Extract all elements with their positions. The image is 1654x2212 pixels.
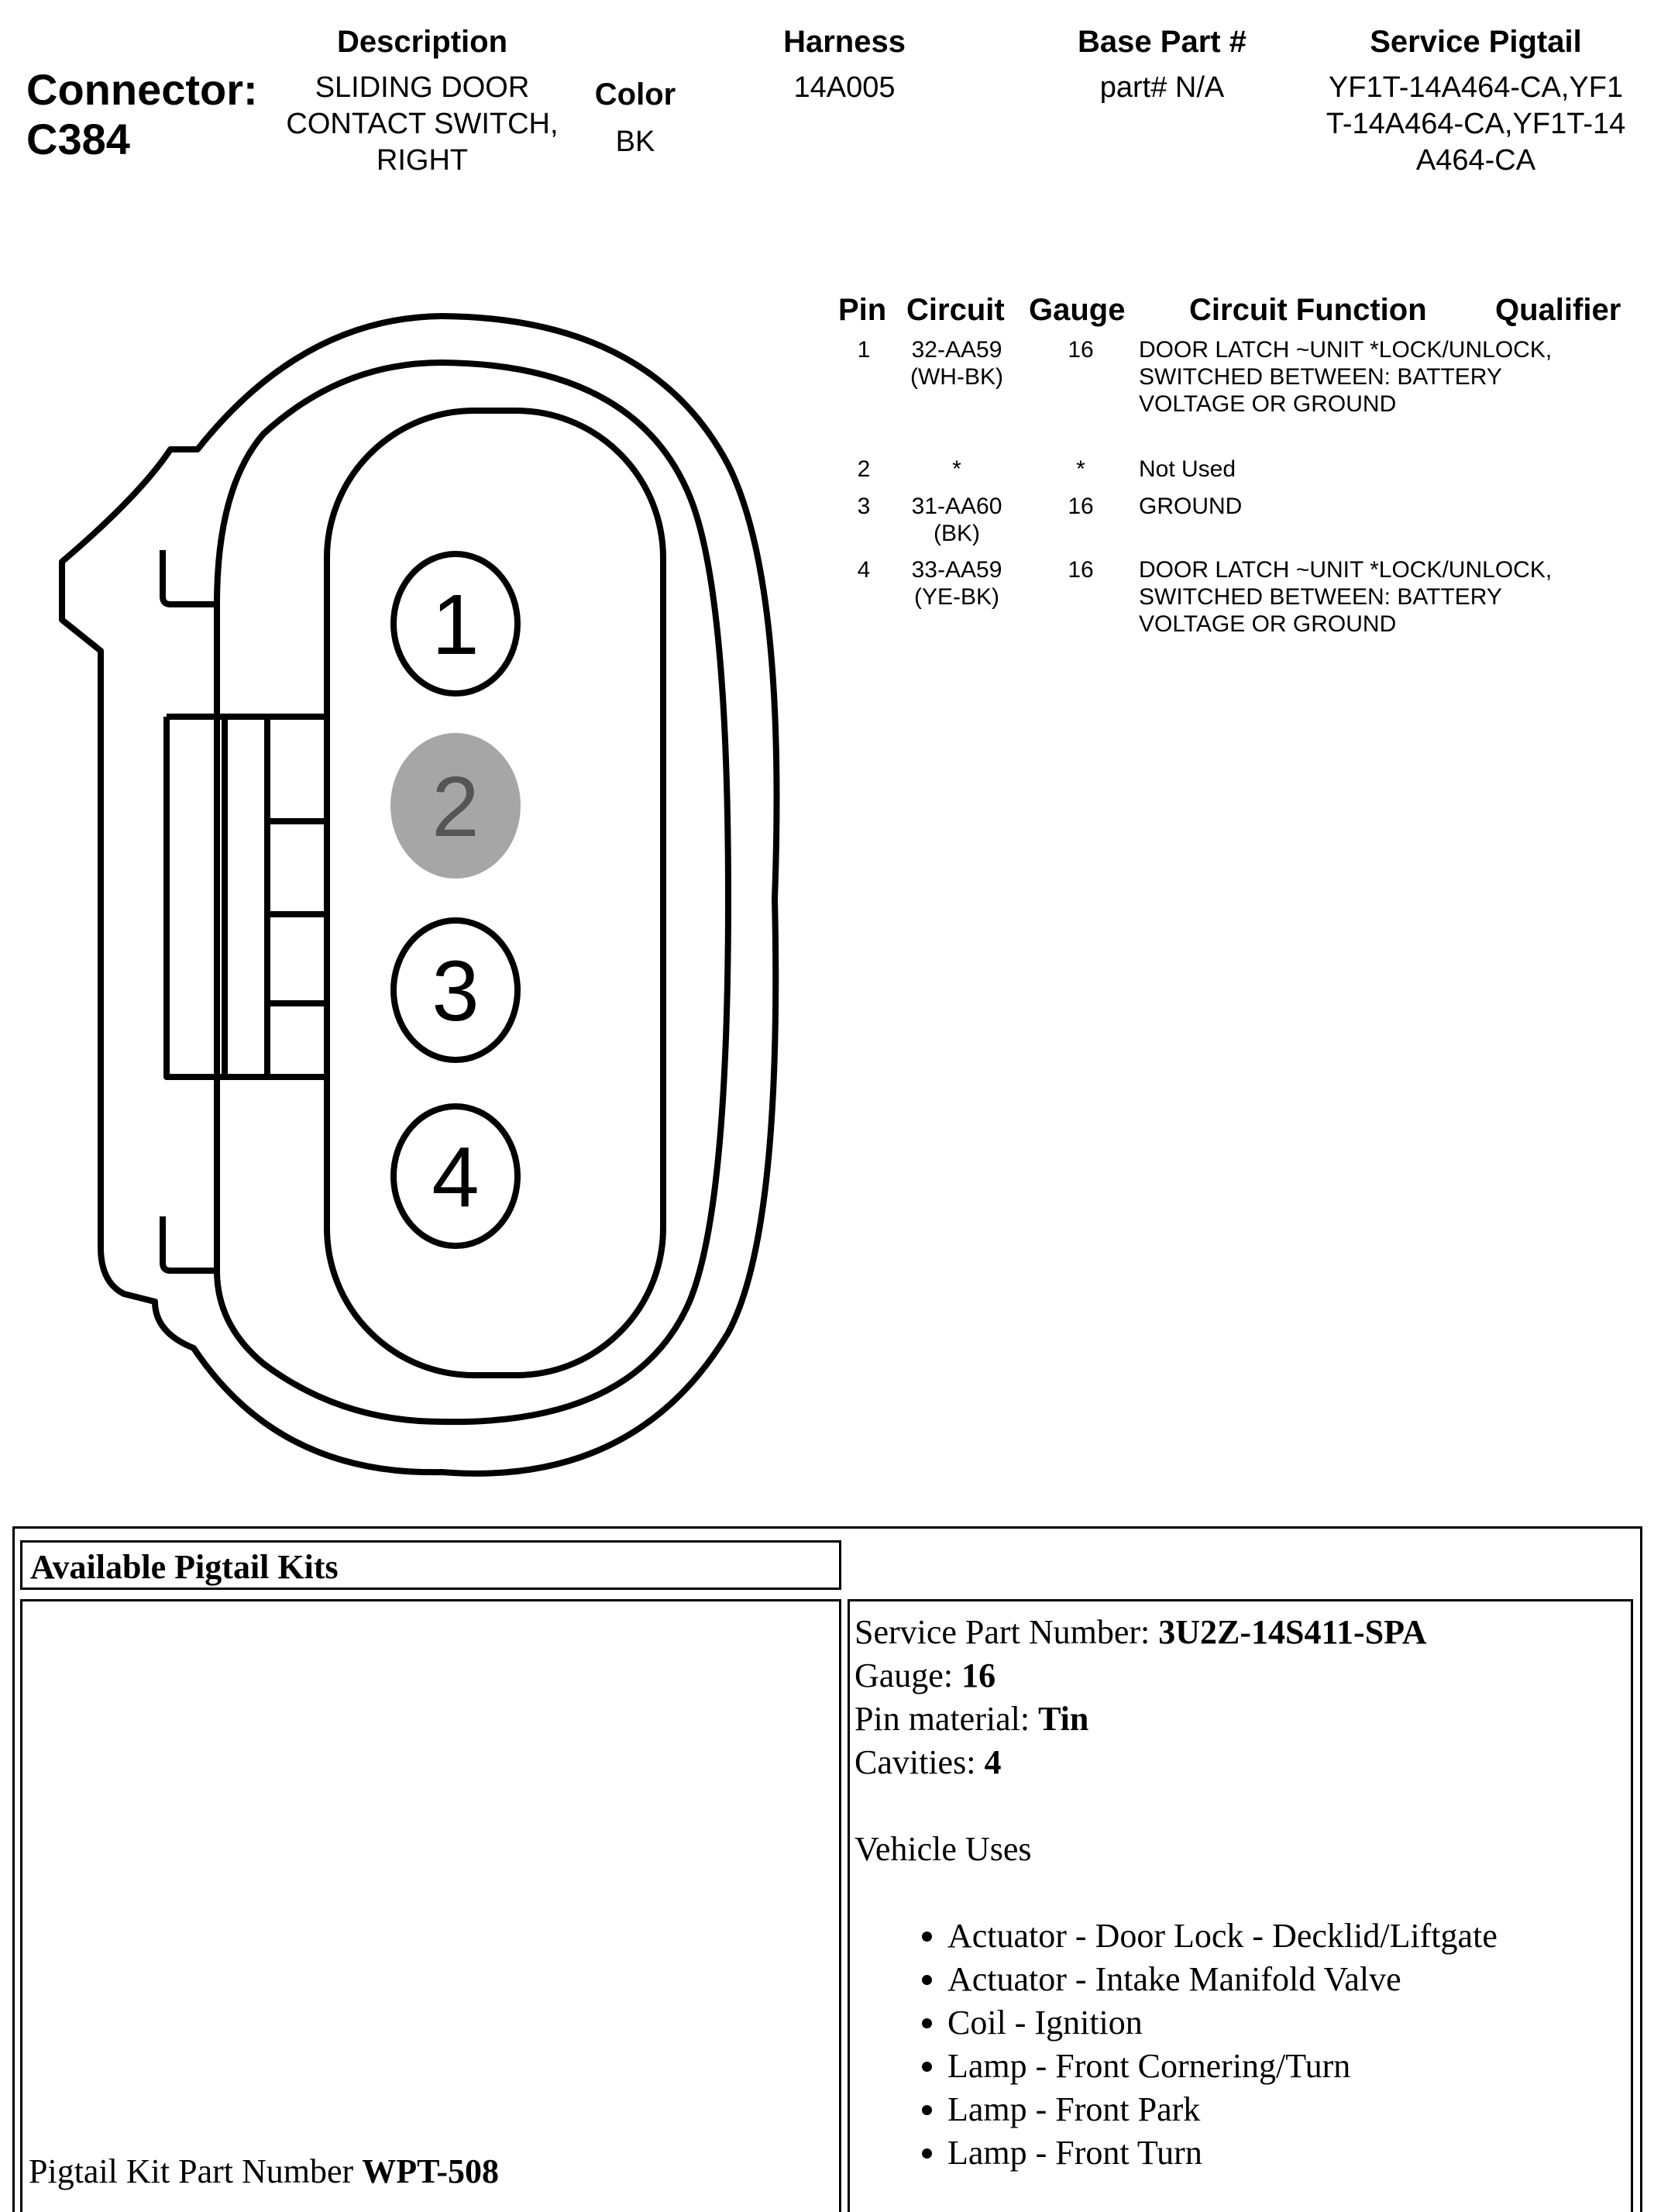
color-value: BK xyxy=(615,126,655,158)
gauge-value: * xyxy=(1076,456,1085,482)
list-item: • Actuator - Intake Manifold Valve xyxy=(947,1958,1626,2001)
cavity-4 xyxy=(394,1106,518,1246)
connector-middle-wall xyxy=(217,363,728,1422)
base-part-value: part# N/A xyxy=(1099,71,1225,104)
harness-label: Harness xyxy=(783,25,906,59)
circuit-function: DOOR LATCH ~UNIT *LOCK/UNLOCK, SWITCHED BETWEEN: BATTERY VOLTAGE OR GROUND xyxy=(1139,557,1553,637)
cavity-1 xyxy=(394,554,518,693)
gauge-value: 16 xyxy=(1068,494,1094,519)
gauge-header: Gauge xyxy=(1029,293,1126,327)
pin-number: 4 xyxy=(857,557,871,583)
pin-number: 1 xyxy=(857,337,871,363)
cavity-1-number: 1 xyxy=(432,577,480,673)
list-item: • Coil - Ignition xyxy=(947,2001,1626,2045)
connector-diagram xyxy=(46,294,790,1503)
gauge-value: 16 xyxy=(1068,337,1094,363)
base-part-label: Base Part # xyxy=(1078,25,1247,59)
cavity-2 xyxy=(392,734,519,877)
circuit-value: * xyxy=(952,456,961,482)
list-item: • Lamp - Front Park xyxy=(947,2088,1626,2131)
vehicle-uses-label: Vehicle Uses xyxy=(855,1830,1032,1868)
kit-part-number-label: Pigtail Kit Part Number xyxy=(29,2152,354,2190)
gauge-line xyxy=(855,1654,1626,1698)
pin-header: Pin xyxy=(838,293,887,327)
pin-number: 3 xyxy=(857,494,871,519)
pigtail-image-panel xyxy=(20,1599,841,2212)
cavity-4-number: 4 xyxy=(432,1130,480,1225)
kit-part-number xyxy=(29,2150,499,2193)
gauge-value: 16 xyxy=(961,1656,996,1694)
circuit-value: 31-AA60 (BK) xyxy=(911,494,1002,546)
connector-id: C384 xyxy=(26,115,130,163)
pin-material-label: Pin material: xyxy=(855,1700,1030,1738)
gauge-label: Gauge: xyxy=(855,1656,954,1694)
pigtail-kits-title: Available Pigtail Kits xyxy=(20,1540,841,1590)
circuit-value: 32-AA59 (WH-BK) xyxy=(910,337,1003,390)
connector-label: Connector: xyxy=(26,65,258,114)
description-value: SLIDING DOOR CONTACT SWITCH, RIGHT xyxy=(286,71,559,177)
vehicle-uses-list xyxy=(855,1914,1626,2175)
color-label: Color xyxy=(594,77,676,112)
circuit-function: DOOR LATCH ~UNIT *LOCK/UNLOCK, SWITCHED BETWEEN: BATTERY VOLTAGE OR GROUND xyxy=(1139,337,1553,417)
service-part-label: Service Part Number: xyxy=(855,1613,1150,1651)
cavity-3 xyxy=(394,920,518,1060)
harness-value: 14A005 xyxy=(793,71,896,104)
cavities-label: Cavities: xyxy=(855,1743,976,1781)
connector-latch-tab-lower xyxy=(163,1216,217,1271)
connector-side-ribs xyxy=(167,717,327,1077)
service-pigtail-value: YF1T-14A464-CA,YF1T-14A464-CA,YF1T-14A464-CA xyxy=(1326,71,1626,177)
cavities-line xyxy=(855,1741,1626,1784)
service-part-line xyxy=(855,1611,1626,1654)
circuit-value: 33-AA59 (YE-BK) xyxy=(911,557,1002,610)
service-pigtail-label: Service Pigtail xyxy=(1370,25,1582,59)
circuit-header: Circuit xyxy=(906,293,1005,327)
gauge-value: 16 xyxy=(1068,557,1094,583)
list-item: • Actuator - Door Lock - Decklid/Liftgate xyxy=(947,1914,1626,1958)
list-item: • Lamp - Front Turn xyxy=(947,2131,1626,2175)
connector-title xyxy=(26,65,258,164)
connector-latch-tab-upper xyxy=(163,550,217,604)
pin-material-line xyxy=(855,1698,1626,1741)
qualifier-header: Qualifier xyxy=(1495,293,1621,327)
function-header: Circuit Function xyxy=(1189,293,1427,327)
description-label: Description xyxy=(336,25,508,59)
cavity-2-number: 2 xyxy=(432,759,480,855)
circuit-function: GROUND xyxy=(1139,494,1243,519)
pin-number: 2 xyxy=(857,456,871,482)
cavity-3-number: 3 xyxy=(432,944,480,1039)
service-part-value: 3U2Z-14S411-SPA xyxy=(1158,1613,1427,1651)
cavities-value: 4 xyxy=(984,1743,1002,1781)
pigtail-spec-panel xyxy=(848,1599,1633,2212)
pin-material-value: Tin xyxy=(1038,1700,1089,1738)
kit-part-number-value: WPT-508 xyxy=(362,2152,500,2190)
list-item: • Lamp - Front Cornering/Turn xyxy=(947,2045,1626,2088)
circuit-function: Not Used xyxy=(1139,456,1236,482)
